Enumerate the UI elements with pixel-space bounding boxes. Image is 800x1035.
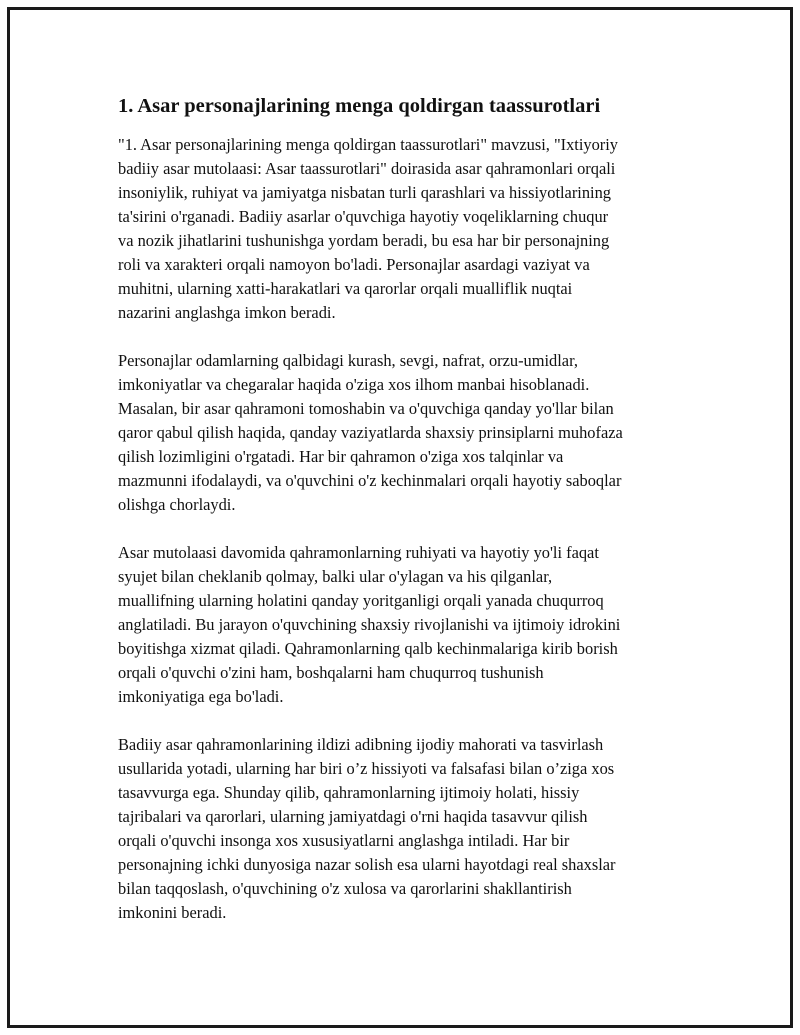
paragraph-line: insoniylik, ruhiyat va jamiyatga nisbatan turli qarashlari va hissiyotlarining bbox=[118, 183, 611, 202]
paragraph-list bbox=[118, 133, 688, 925]
paragraph bbox=[118, 733, 688, 925]
paragraph-line: imkoniyatiga ega bo'ladi. bbox=[118, 687, 284, 706]
paragraph-line: orqali o'quvchi o'zini ham, boshqalarni ham chuqurroq tushunish bbox=[118, 663, 544, 682]
paragraph bbox=[118, 541, 688, 709]
paragraph-line: Asar mutolaasi davomida qahramonlarning ruhiyati va hayotiy yo'li faqat bbox=[118, 543, 599, 562]
paragraph-line: orqali o'quvchi insonga xos xususiyatlarni anglashga intiladi. Har bir bbox=[118, 831, 570, 850]
paragraph-line: muallifning ularning holatini qanday yoritganligi orqali yanada chuqurroq bbox=[118, 591, 604, 610]
paragraph-line: Badiiy asar qahramonlarining ildizi adibning ijodiy mahorati va tasvirlash bbox=[118, 735, 604, 754]
paragraph-line: badiiy asar mutolaasi: Asar taassurotlari" doirasida asar qahramonlari orqali bbox=[118, 159, 616, 178]
paragraph-line: ta'sirini o'rganadi. Badiiy asarlar o'quvchiga hayotiy voqeliklarning chuqur bbox=[118, 207, 609, 226]
paragraph-line: imkoniyatlar va chegaralar haqida o'ziga xos ilhom manbai hisoblanadi. bbox=[118, 375, 590, 394]
paragraph-line: mazmunni ifodalaydi, va o'quvchini o'z kechinmalari orqali hayotiy saboqlar bbox=[118, 471, 622, 490]
paragraph-line: qilish lozimligini o'rgatadi. Har bir qahramon o'ziga xos talqinlar va bbox=[118, 447, 564, 466]
paragraph-line: usullarida yotadi, ularning har biri o’z hissiyoti va falsafasi bilan o’ziga xos bbox=[118, 759, 615, 778]
document-body bbox=[118, 92, 688, 949]
paragraph-line: syujet bilan cheklanib qolmay, balki ular o'ylagan va his qilganlar, bbox=[118, 567, 553, 586]
paragraph-line: "1. Asar personajlarining menga qoldirgan taassurotlari" mavzusi, "Ixtiyoriy bbox=[118, 135, 618, 154]
paragraph-line: tajribalari va qarorlari, ularning jamiyatdagi o'rni haqida tasavvur qilish bbox=[118, 807, 588, 826]
paragraph bbox=[118, 349, 688, 517]
paragraph-line: tasavvurga ega. Shunday qilib, qahramonlarning ijtimoiy holati, hissiy bbox=[118, 783, 580, 802]
paragraph-line: olishga chorlaydi. bbox=[118, 495, 236, 514]
paragraph bbox=[118, 133, 688, 325]
paragraph-line: bilan taqqoslash, o'quvchining o'z xulosa va qarorlarini shakllantirish bbox=[118, 879, 572, 898]
paragraph-line: anglatiladi. Bu jarayon o'quvchining shaxsiy rivojlanishi va ijtimoiy idrokini bbox=[118, 615, 621, 634]
paragraph-line: qaror qabul qilish haqida, qanday vaziyatlarda shaxsiy prinsiplarni muhofaza bbox=[118, 423, 623, 442]
paragraph-line: boyitishga xizmat qiladi. Qahramonlarning qalb kechinmalariga kirib borish bbox=[118, 639, 618, 658]
paragraph-line: personajning ichki dunyosiga nazar solish esa ularni hayotdagi real shaxslar bbox=[118, 855, 616, 874]
paragraph-line: Personajlar odamlarning qalbidagi kurash, sevgi, nafrat, orzu-umidlar, bbox=[118, 351, 578, 370]
paragraph-line: va nozik jihatlarini tushunishga yordam beradi, bu esa har bir personajning bbox=[118, 231, 610, 250]
document-heading: 1. Asar personajlarining menga qoldirgan taassurotlari bbox=[118, 95, 601, 117]
paragraph-line: nazarini anglashga imkon beradi. bbox=[118, 303, 336, 322]
paragraph-line: Masalan, bir asar qahramoni tomoshabin va o'quvchiga qanday yo'llar bilan bbox=[118, 399, 614, 418]
paragraph-line: roli va xarakteri orqali namoyon bo'ladi. Personajlar asardagi vaziyat va bbox=[118, 255, 590, 274]
paragraph-line: muhitni, ularning xatti-harakatlari va qarorlar orqali mualliflik nuqtai bbox=[118, 279, 573, 298]
paragraph-line: imkonini beradi. bbox=[118, 903, 227, 922]
